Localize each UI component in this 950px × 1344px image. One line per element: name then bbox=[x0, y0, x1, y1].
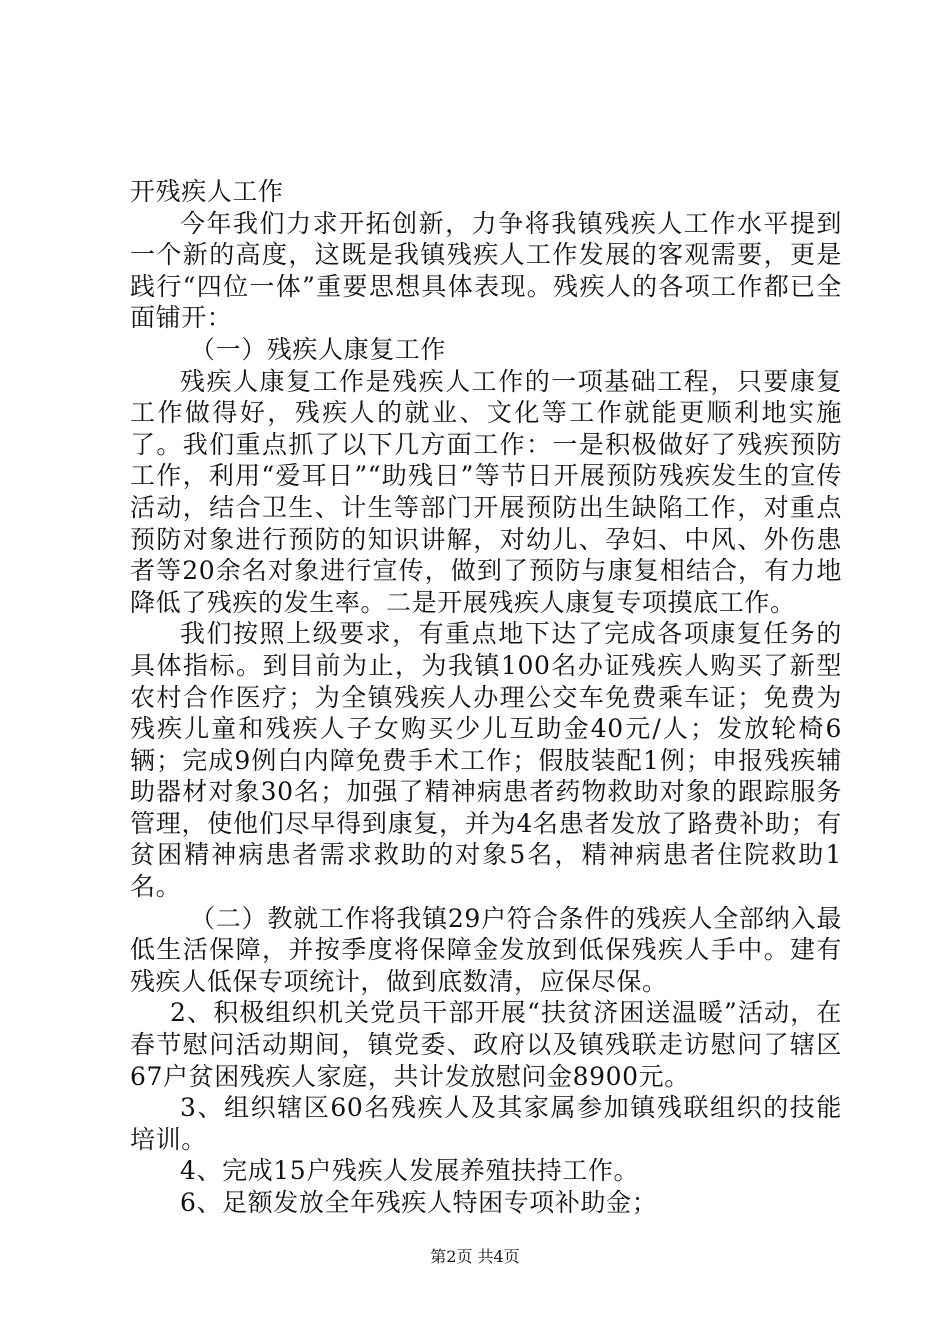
paragraph-rehabilitation: 残疾人康复工作是残疾人工作的一项基础工程，只要康复工作做得好，残疾人的就业、文化等工作就能更顺利地实施了。我们重点抓了以下几方面工作：一是积极做好了残疾预防工作，利用“爱耳日”“助残日”等节日开展预防残疾发生的宣传活动，结合卫生、计生等部门开展预防出生缺陷工作，对重点预防对象进行预防的知识讲解，对幼儿、孕妇、中风、外伤患者等20余名对象进行宣传，做到了预防与康复相结合，有力地降低了残疾的发生率。二是开展残疾人康复专项摸底工作。 bbox=[130, 366, 842, 617]
list-item-2: 2、积极组织机关党员干部开展“扶贫济困送温暖”活动，在春节慰问活动期间，镇党委、政府以及镇残联走访慰问了辖区67户贫困残疾人家庭，共计发放慰问金8900元。 bbox=[130, 998, 842, 1091]
paragraph-indicators: 我们按照上级要求，有重点地下达了完成各项康复任务的具体指标。到目前为止，为我镇100名办证残疾人购买了新型农村合作医疗；为全镇残疾人办理公交车免费乘车证；免费为残疾儿童和残疾人子女购买少儿互助金40元/人；发放轮椅6辆；完成9例白内障免费手术工作；假肢装配1例；申报残疾辅助器材对象30名；加强了精神病患者药物救助对象的跟踪服务管理，使他们尽早得到康复，并为4名患者发放了路费补助；有贫困精神病患者需求救助的对象5名，精神病患者住院救助1名。 bbox=[130, 619, 842, 902]
paragraph-intro: 今年我们力求开拓创新，力争将我镇残疾人工作水平提到一个新的高度，这既是我镇残疾人工作发展的客观需要，更是践行“四位一体”重要思想具体表现。残疾人的各项工作都已全面铺开： bbox=[130, 208, 842, 333]
list-item-4: 4、完成15户残疾人发展养殖扶持工作。 bbox=[180, 1156, 640, 1186]
list-item-6: 6、足额发放全年残疾人特困专项补助金； bbox=[180, 1188, 658, 1217]
paragraph-assistance: （二）教就工作将我镇29户符合条件的残疾人全部纳入最低生活保障，并按季度将保障金发放到低保残疾人手中。建有残疾人低保专项统计，做到底数清，应保尽保。 bbox=[130, 903, 842, 996]
document-body bbox=[130, 176, 842, 1219]
section-heading-rehabilitation: （一）残疾人康复工作 bbox=[190, 334, 447, 364]
paragraph-continuation: 开残疾人工作 bbox=[130, 177, 284, 206]
page-number-footer: 第2页 共4页 bbox=[430, 1247, 520, 1266]
list-item-3: 3、组织辖区60名残疾人及其家属参加镇残联组织的技能培训。 bbox=[130, 1093, 842, 1154]
